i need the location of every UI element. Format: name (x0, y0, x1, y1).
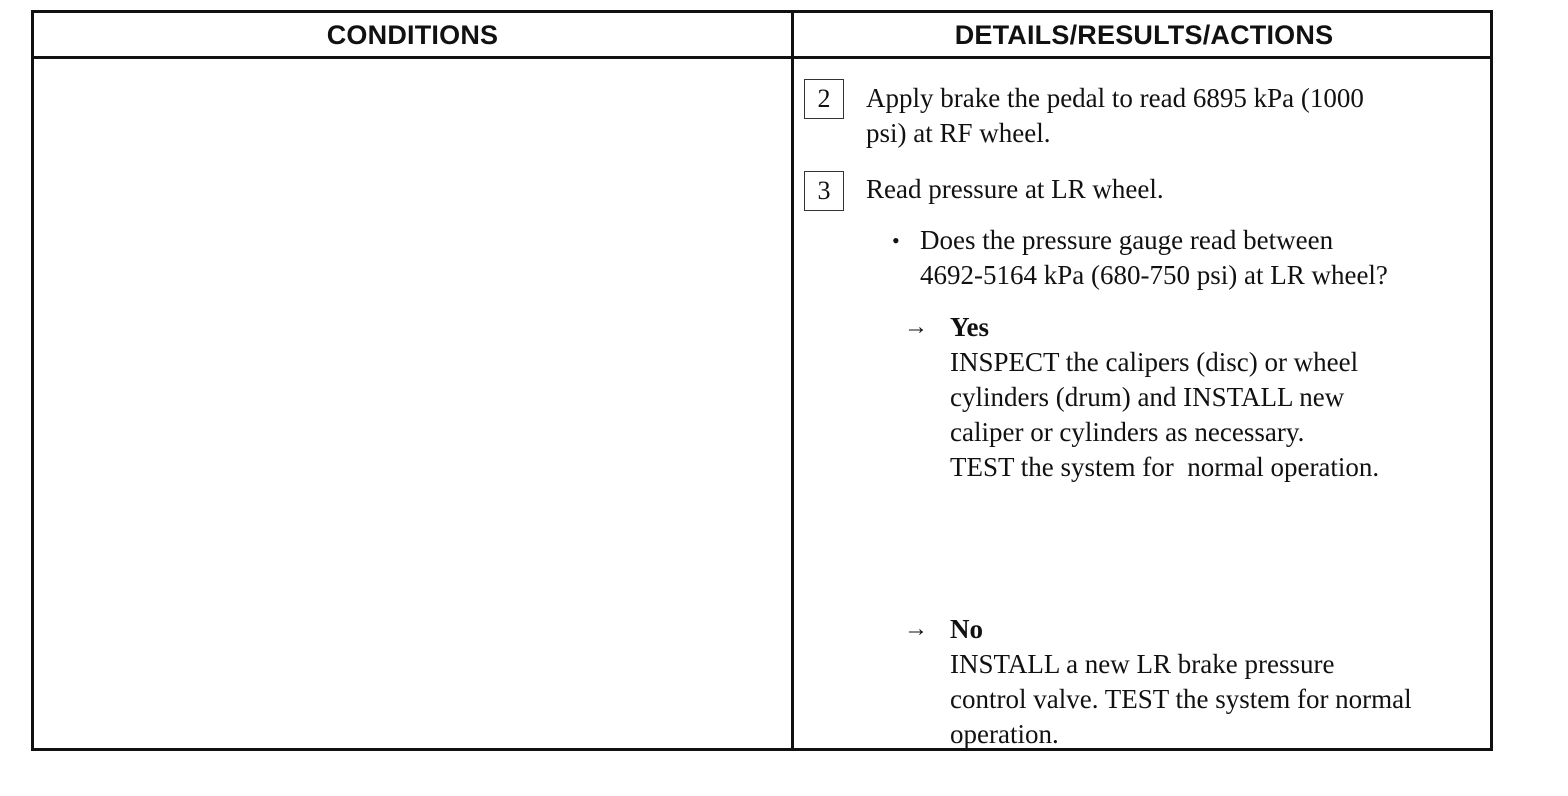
yes-label: Yes (950, 312, 989, 342)
details-header: DETAILS/RESULTS/ACTIONS (954, 20, 1334, 50)
step-number-box: 2 (804, 79, 844, 119)
step-text-line: Apply brake the pedal to read 6895 kPa (1000 (866, 83, 1364, 113)
no-branch (904, 612, 1412, 752)
yes-action-line: cylinders (drum) and INSTALL new (950, 382, 1345, 412)
question-text (920, 223, 1388, 293)
yes-action-line: caliper or cylinders as necessary. (950, 417, 1305, 447)
no-content (950, 612, 1412, 752)
yes-action-line: INSPECT the calipers (disc) or wheel (950, 347, 1359, 377)
question-line: 4692-5164 kPa (680-750 psi) at LR wheel? (920, 260, 1388, 290)
yes-action-line: TEST the system for normal operation. (950, 452, 1380, 482)
step-2 (804, 79, 1364, 151)
no-action-line: INSTALL a new LR brake pressure (950, 649, 1335, 679)
no-label: No (950, 614, 983, 644)
details-column (794, 59, 1490, 748)
diagnostic-table (31, 10, 1493, 751)
step-number-box: 3 (804, 171, 844, 211)
step-text-line: psi) at RF wheel. (866, 118, 1051, 148)
bullet-icon: • (892, 228, 900, 253)
step-text (866, 81, 1364, 151)
step-text: Read pressure at LR wheel. (866, 174, 1164, 204)
no-action-line: operation. (950, 719, 1059, 749)
conditions-header: CONDITIONS (326, 20, 499, 50)
yes-branch (904, 310, 1379, 485)
yes-content (950, 310, 1379, 485)
question-item (892, 223, 1388, 293)
no-action-line: control valve. TEST the system for normal (950, 684, 1412, 714)
arrow-right-icon: → (904, 616, 928, 642)
step-3 (804, 171, 1164, 211)
arrow-right-icon: → (904, 314, 928, 340)
question-line: Does the pressure gauge read between (920, 225, 1334, 255)
